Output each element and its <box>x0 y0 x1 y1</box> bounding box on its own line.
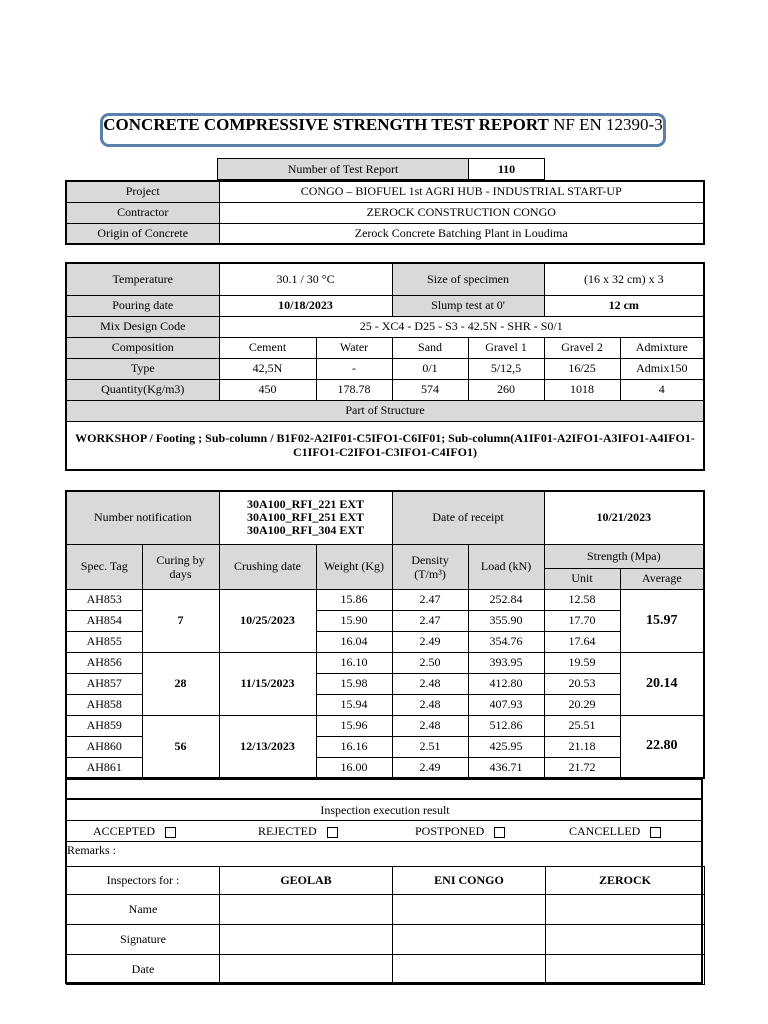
strength-unit: 19.59 <box>544 652 620 673</box>
quantity-water: 178.78 <box>316 379 392 400</box>
receipt-label: Date of receipt <box>392 491 544 544</box>
load: 354.76 <box>468 631 544 652</box>
notification-3: 30A100_RFI_304 EXT <box>247 523 365 538</box>
quantity-gravel-1: 260 <box>468 379 544 400</box>
size-label: Size of specimen <box>392 263 544 295</box>
temperature-label: Temperature <box>66 263 219 295</box>
quantity-gravel-2: 1018 <box>544 379 620 400</box>
inspection-block <box>65 778 703 984</box>
component-gravel-2: Gravel 2 <box>544 337 620 358</box>
signature-zerock-field[interactable] <box>546 925 705 955</box>
strength-unit: 20.53 <box>544 673 620 694</box>
spec-tag: AH855 <box>66 631 142 652</box>
remarks-label: Remarks : <box>67 843 116 857</box>
type-gravel-2: 16/25 <box>544 358 620 379</box>
weight: 16.16 <box>316 736 392 757</box>
report-number-value: 110 <box>469 159 545 180</box>
component-admixture: Admixture <box>620 337 704 358</box>
name-label: Name <box>67 895 220 925</box>
option-cancelled-label: CANCELLED <box>569 824 641 838</box>
report-number-label: Number of Test Report <box>218 159 469 180</box>
load: 412.80 <box>468 673 544 694</box>
receipt-value: 10/21/2023 <box>544 491 704 544</box>
design-label: Mix Design Code <box>66 316 219 337</box>
density: 2.49 <box>392 757 468 778</box>
signature-label: Signature <box>67 925 220 955</box>
quantity-label: Quantity(Kg/m3) <box>66 379 219 400</box>
inspectors-table <box>66 866 705 985</box>
density: 2.48 <box>392 673 468 694</box>
quantity-sand: 574 <box>392 379 468 400</box>
strength-average: 22.80 <box>620 715 704 778</box>
density: 2.47 <box>392 589 468 610</box>
project-info-table <box>65 180 705 245</box>
cancelled-checkbox[interactable] <box>650 827 661 838</box>
notification-1: 30A100_RFI_221 EXT <box>247 497 365 512</box>
weight: 16.00 <box>316 757 392 778</box>
strength-average: 20.14 <box>620 652 704 715</box>
curing-days: 7 <box>142 589 219 652</box>
size-value: (16 x 32 cm) x 3 <box>544 263 704 295</box>
load: 252.84 <box>468 589 544 610</box>
spec-tag: AH853 <box>66 589 142 610</box>
header-density: Density (T/m³) <box>392 544 468 589</box>
signature-eni-field[interactable] <box>393 925 546 955</box>
weight: 15.94 <box>316 694 392 715</box>
option-cancelled[interactable] <box>569 821 661 841</box>
report-title <box>100 113 666 147</box>
title-bold: CONCRETE COMPRESSIVE STRENGTH TEST REPORT <box>103 115 549 134</box>
weight: 15.86 <box>316 589 392 610</box>
notification-label: Number notification <box>66 491 219 544</box>
option-rejected[interactable] <box>258 821 338 841</box>
spec-tag: AH854 <box>66 610 142 631</box>
date-label: Date <box>67 955 220 985</box>
name-geolab-field[interactable] <box>220 895 393 925</box>
option-accepted[interactable] <box>93 821 176 841</box>
crushing-date: 10/25/2023 <box>219 589 316 652</box>
strength-unit: 17.70 <box>544 610 620 631</box>
density: 2.50 <box>392 652 468 673</box>
test-results-table <box>65 490 705 779</box>
strength-unit: 12.58 <box>544 589 620 610</box>
party-eni-congo: ENI CONGO <box>393 867 546 895</box>
name-zerock-field[interactable] <box>546 895 705 925</box>
slump-label: Slump test at 0' <box>392 295 544 316</box>
pouring-value: 10/18/2023 <box>219 295 392 316</box>
design-value: 25 - XC4 - D25 - S3 - 42.5N - SHR - S0/1 <box>219 316 704 337</box>
type-admixture: Admix150 <box>620 358 704 379</box>
spec-tag: AH859 <box>66 715 142 736</box>
weight: 16.10 <box>316 652 392 673</box>
name-eni-field[interactable] <box>393 895 546 925</box>
strength-unit: 25.51 <box>544 715 620 736</box>
density: 2.49 <box>392 631 468 652</box>
header-average: Average <box>620 568 704 589</box>
quantity-admixture: 4 <box>620 379 704 400</box>
option-postponed[interactable] <box>415 821 505 841</box>
spec-tag: AH857 <box>66 673 142 694</box>
signature-geolab-field[interactable] <box>220 925 393 955</box>
part-of-structure-value: WORKSHOP / Footing ; Sub-column / B1F02-A2IF01-C5IFO1-C6IF01; Sub-column(A1IF01-A2IFO1-A3IFO1-A4IFO1-C1IFO1-C2IFO1-C3IFO1-C4IFO1) <box>66 421 704 470</box>
curing-days: 28 <box>142 652 219 715</box>
load: 512.86 <box>468 715 544 736</box>
party-geolab: GEOLAB <box>220 867 393 895</box>
strength-unit: 21.72 <box>544 757 620 778</box>
density: 2.51 <box>392 736 468 757</box>
accepted-checkbox[interactable] <box>165 827 176 838</box>
date-geolab-field[interactable] <box>220 955 393 985</box>
crushing-date: 11/15/2023 <box>219 652 316 715</box>
spec-tag: AH858 <box>66 694 142 715</box>
part-of-structure-label: Part of Structure <box>66 400 704 421</box>
origin-value: Zerock Concrete Batching Plant in Loudima <box>219 223 704 244</box>
type-gravel-1: 5/12,5 <box>468 358 544 379</box>
inspectors-label: Inspectors for : <box>67 867 220 895</box>
weight: 16.04 <box>316 631 392 652</box>
slump-value: 12 cm <box>544 295 704 316</box>
header-load: Load (kN) <box>468 544 544 589</box>
weight: 15.90 <box>316 610 392 631</box>
type-water: - <box>316 358 392 379</box>
contractor-label: Contractor <box>66 202 219 223</box>
option-rejected-label: REJECTED <box>258 824 317 838</box>
date-zerock-field[interactable] <box>546 955 705 985</box>
type-label: Type <box>66 358 219 379</box>
density: 2.48 <box>392 694 468 715</box>
load: 355.90 <box>468 610 544 631</box>
contractor-value: ZEROCK CONSTRUCTION CONGO <box>219 202 704 223</box>
header-strength: Strength (Mpa) <box>544 544 704 568</box>
mix-design-table <box>65 262 705 471</box>
project-value: CONGO – BIOFUEL 1st AGRI HUB - INDUSTRIAL START-UP <box>219 181 704 202</box>
origin-label: Origin of Concrete <box>66 223 219 244</box>
component-sand: Sand <box>392 337 468 358</box>
header-curing: Curing by days <box>142 544 219 589</box>
header-weight: Weight (Kg) <box>316 544 392 589</box>
quantity-cement: 450 <box>219 379 316 400</box>
header-crushing-date: Crushing date <box>219 544 316 589</box>
component-gravel-1: Gravel 1 <box>468 337 544 358</box>
load: 407.93 <box>468 694 544 715</box>
strength-average: 15.97 <box>620 589 704 652</box>
strength-unit: 20.29 <box>544 694 620 715</box>
notification-values <box>219 491 392 544</box>
postponed-checkbox[interactable] <box>494 827 505 838</box>
inspection-options <box>67 821 703 842</box>
density: 2.47 <box>392 610 468 631</box>
spec-tag: AH860 <box>66 736 142 757</box>
party-zerock: ZEROCK <box>546 867 705 895</box>
inspection-title: Inspection execution result <box>67 800 703 821</box>
title-standard: NF EN 12390-3 <box>548 115 663 134</box>
header-spec-tag: Spec. Tag <box>66 544 142 589</box>
curing-days: 56 <box>142 715 219 778</box>
report-number-table <box>217 158 545 180</box>
notification-2: 30A100_RFI_251 EXT <box>247 510 365 525</box>
load: 436.71 <box>468 757 544 778</box>
spec-tag: AH856 <box>66 652 142 673</box>
type-cement: 42,5N <box>219 358 316 379</box>
option-accepted-label: ACCEPTED <box>93 824 156 838</box>
option-postponed-label: POSTPONED <box>415 824 485 838</box>
rejected-checkbox[interactable] <box>327 827 338 838</box>
strength-unit: 17.64 <box>544 631 620 652</box>
component-water: Water <box>316 337 392 358</box>
temperature-value: 30.1 / 30 °C <box>219 263 392 295</box>
load: 425.95 <box>468 736 544 757</box>
composition-label: Composition <box>66 337 219 358</box>
spec-tag: AH861 <box>66 757 142 778</box>
pouring-label: Pouring date <box>66 295 219 316</box>
load: 393.95 <box>468 652 544 673</box>
crushing-date: 12/13/2023 <box>219 715 316 778</box>
type-sand: 0/1 <box>392 358 468 379</box>
density: 2.48 <box>392 715 468 736</box>
component-cement: Cement <box>219 337 316 358</box>
weight: 15.98 <box>316 673 392 694</box>
date-eni-field[interactable] <box>393 955 546 985</box>
header-unit: Unit <box>544 568 620 589</box>
weight: 15.96 <box>316 715 392 736</box>
project-label: Project <box>66 181 219 202</box>
strength-unit: 21.18 <box>544 736 620 757</box>
